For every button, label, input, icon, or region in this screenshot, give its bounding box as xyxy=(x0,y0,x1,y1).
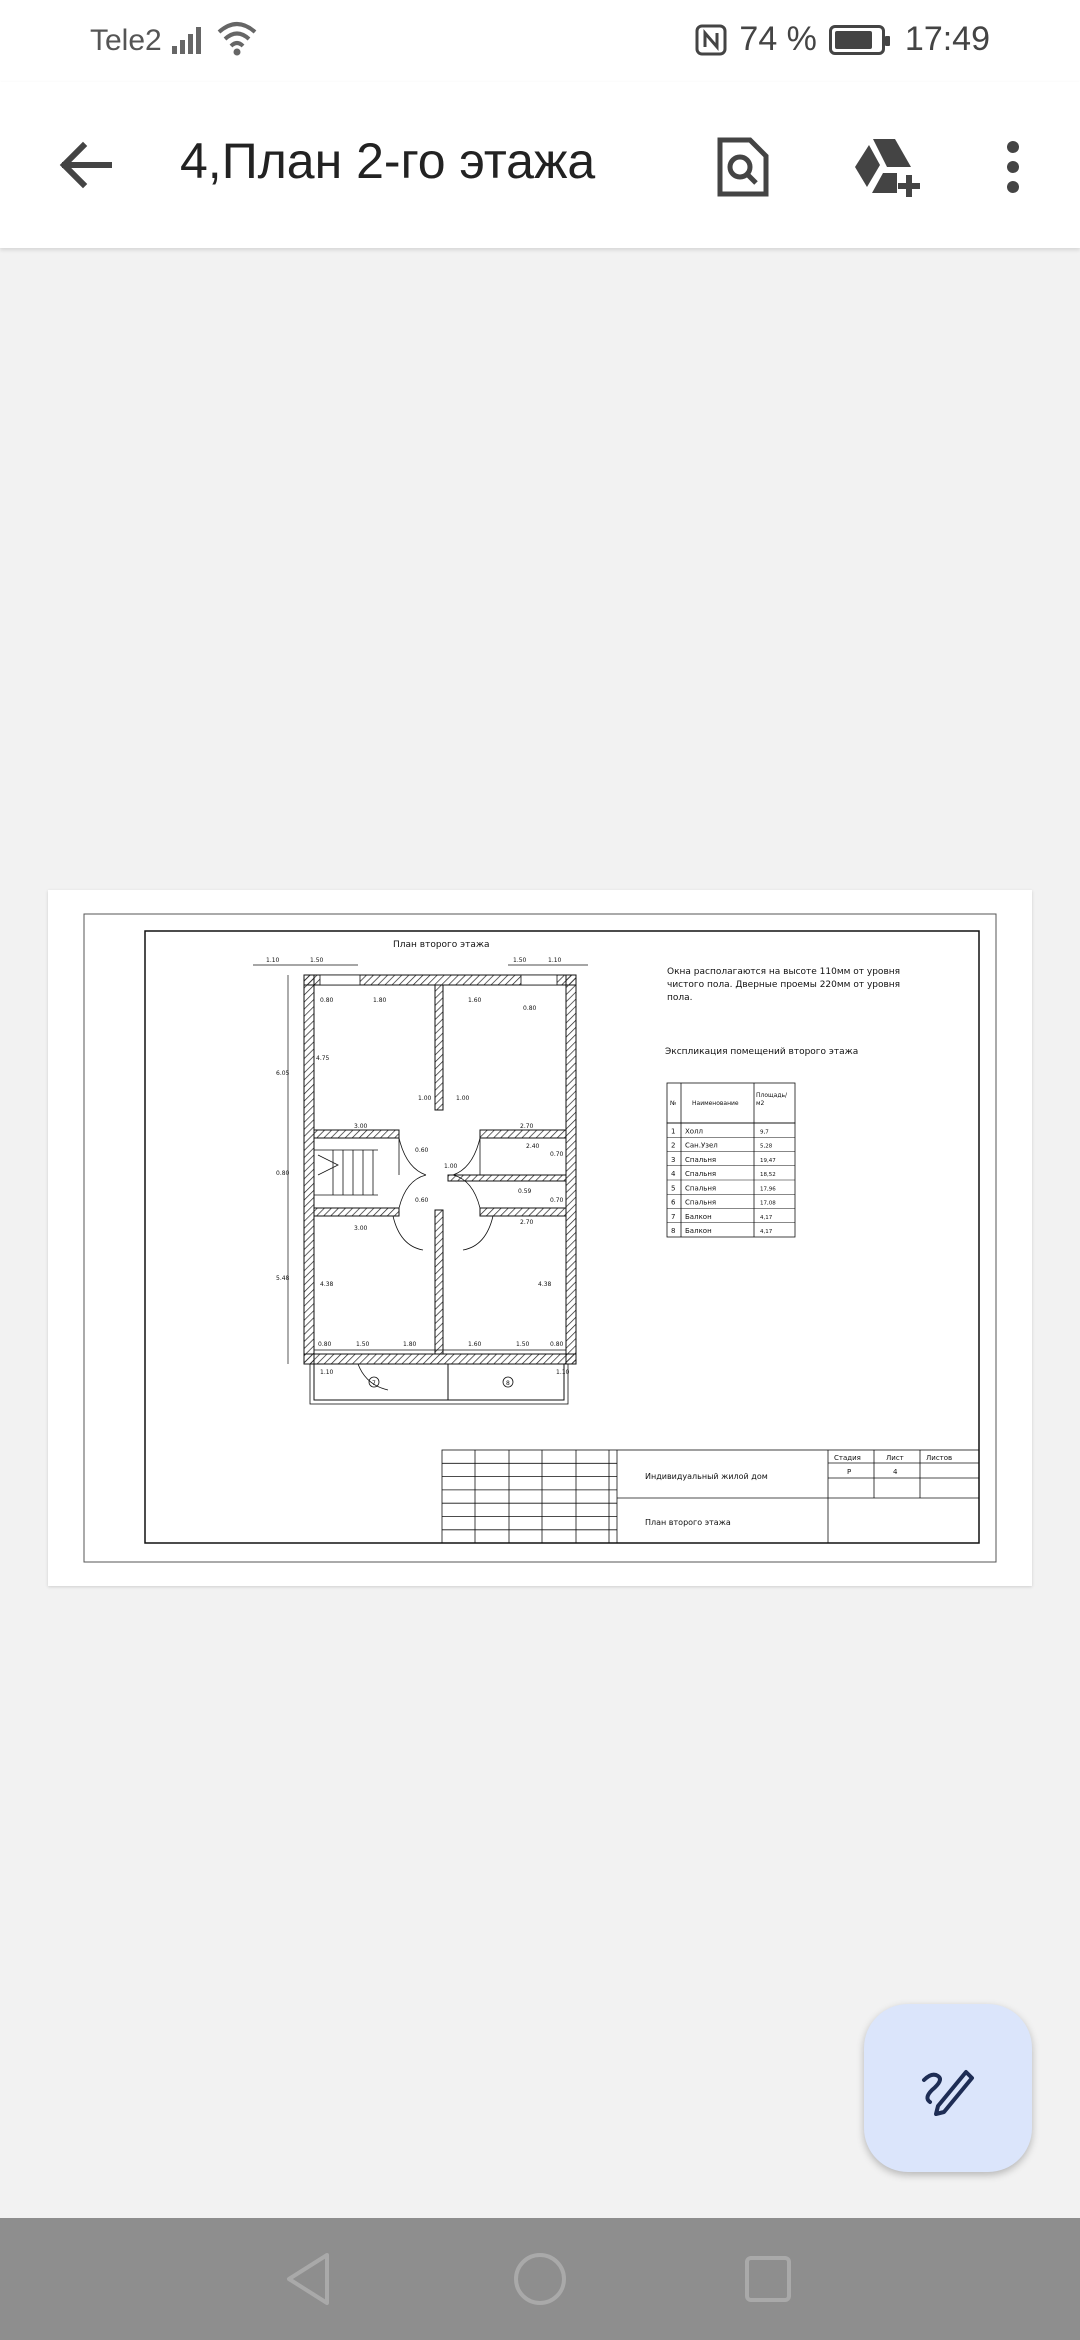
note-line: пола. xyxy=(667,993,693,1003)
back-button[interactable] xyxy=(50,130,120,200)
dim-label: 4.38 xyxy=(320,1281,334,1288)
room-number: 3 xyxy=(671,1155,676,1164)
room-number: 6 xyxy=(671,1198,676,1207)
dim-label: 1.50 xyxy=(356,1341,370,1348)
stamp-sheet: 4 xyxy=(893,1468,898,1476)
stamp-sheet-title: План второго этажа xyxy=(645,1518,731,1527)
stamp-sheet-label: Лист xyxy=(886,1454,904,1462)
dim-label: 5.48 xyxy=(276,1275,290,1282)
edit-pen-icon xyxy=(918,2058,978,2118)
dim-label: 0.70 xyxy=(550,1197,564,1204)
plan-notes xyxy=(667,967,900,1003)
dim-label: 1.60 xyxy=(468,997,482,1004)
room-name: Спальня xyxy=(685,1170,717,1178)
app-bar xyxy=(0,82,1080,248)
clock: 17:49 xyxy=(904,20,990,58)
nav-recents-button[interactable] xyxy=(728,2242,808,2316)
stamp-stage: Р xyxy=(847,1468,852,1476)
note-line: Окна располагаются на высоте 110мм от уровня xyxy=(667,967,901,977)
room-number: 2 xyxy=(671,1141,676,1150)
room-name: Сан.Узел xyxy=(685,1141,718,1150)
find-in-page-icon xyxy=(716,136,770,198)
dim-label: 0.60 xyxy=(415,1147,429,1154)
room-number: 8 xyxy=(671,1227,676,1235)
stamp-stage-label: Стадия xyxy=(834,1454,861,1462)
room-area: 18,52 xyxy=(760,1172,776,1178)
dim-label: 3.00 xyxy=(354,1225,368,1232)
dim-label: 0.80 xyxy=(276,1170,290,1177)
add-to-drive-icon xyxy=(851,135,923,199)
room-number: 4 xyxy=(671,1170,676,1178)
status-bar xyxy=(0,0,1080,82)
carrier-name: Tele2 xyxy=(90,24,162,57)
battery-percent: 74 % xyxy=(739,20,817,58)
room-name: Холл xyxy=(685,1127,704,1136)
dim-label: 1.10 xyxy=(266,957,280,964)
balcony-mark-8: 8 xyxy=(506,1380,510,1387)
signal-icon xyxy=(172,24,206,54)
room-area: 17,08 xyxy=(760,1200,776,1207)
add-to-drive-button[interactable] xyxy=(850,130,924,204)
room-name: Балкон xyxy=(685,1212,712,1221)
plan-title: План второго этажа xyxy=(393,940,490,950)
table-header-name: Наименование xyxy=(692,1100,739,1107)
wifi-icon xyxy=(216,20,258,56)
dim-label: 1.60 xyxy=(468,1341,482,1348)
arrow-left-icon xyxy=(57,140,113,190)
title-block xyxy=(442,1450,979,1543)
room-area: 9,7 xyxy=(760,1129,769,1136)
nfc-icon xyxy=(695,24,727,56)
dim-label: 0.70 xyxy=(550,1151,564,1158)
dim-label: 1.50 xyxy=(310,957,324,964)
nav-home-icon xyxy=(512,2251,568,2307)
nav-recents-icon xyxy=(743,2254,793,2304)
room-number: 1 xyxy=(671,1127,676,1136)
dim-label: 1.50 xyxy=(513,957,527,964)
dim-label: 1.00 xyxy=(456,1095,470,1102)
dim-label: 0.80 xyxy=(523,1005,537,1012)
system-navigation-bar xyxy=(0,2218,1080,2340)
dim-label: 0.80 xyxy=(318,1341,332,1348)
room-area: 17,96 xyxy=(760,1186,776,1193)
dim-label: 1.80 xyxy=(403,1341,417,1348)
more-vert-icon xyxy=(1006,141,1020,193)
dim-label: 0.80 xyxy=(550,1341,564,1348)
battery-icon xyxy=(829,25,885,55)
explication-title: Экспликация помещений второго этажа xyxy=(665,1047,859,1057)
explication-table xyxy=(667,1083,795,1237)
dim-label: 1.00 xyxy=(418,1095,432,1102)
room-name: Спальня xyxy=(685,1184,717,1193)
dim-label: 1.00 xyxy=(444,1163,458,1170)
table-header-unit: м2 xyxy=(756,1100,765,1107)
note-line: чистого пола. Дверные проемы 220мм от уровня xyxy=(667,980,901,990)
stamp-project: Индивидуальный жилой дом xyxy=(645,1472,768,1481)
dim-label: 0.59 xyxy=(518,1188,532,1195)
nav-back-icon xyxy=(283,2251,333,2307)
dim-label: 1.50 xyxy=(516,1341,530,1348)
room-area: 4,17 xyxy=(760,1214,773,1221)
dim-label: 3.00 xyxy=(354,1123,368,1130)
table-rows xyxy=(667,1127,795,1235)
find-in-document-button[interactable] xyxy=(706,130,780,204)
nav-home-button[interactable] xyxy=(500,2242,580,2316)
dim-label: 4.38 xyxy=(538,1281,552,1288)
annotate-fab-button[interactable] xyxy=(864,2004,1032,2172)
dim-label: 2.70 xyxy=(520,1219,534,1226)
dim-label: 1.10 xyxy=(556,1369,570,1376)
dim-label: 6.05 xyxy=(276,1070,290,1077)
room-area: 4,17 xyxy=(760,1229,773,1235)
room-number: 7 xyxy=(671,1212,676,1221)
dim-label: 2.40 xyxy=(526,1143,540,1150)
floor-plan xyxy=(253,965,588,1404)
dim-label: 1.10 xyxy=(548,957,562,964)
room-name: Спальня xyxy=(685,1155,717,1164)
room-name: Спальня xyxy=(685,1198,717,1207)
document-title: 4,План 2-го этажа xyxy=(180,133,596,189)
dim-label: 2.70 xyxy=(520,1123,534,1130)
dim-label: 1.80 xyxy=(373,997,387,1004)
more-options-button[interactable] xyxy=(976,130,1050,204)
stamp-sheets-label: Листов xyxy=(926,1454,953,1462)
room-area: 19,47 xyxy=(760,1157,776,1164)
nav-back-button[interactable] xyxy=(268,2242,348,2316)
table-header-num: № xyxy=(670,1100,677,1107)
floor-plan-drawing xyxy=(48,890,1032,1586)
room-number: 5 xyxy=(671,1184,676,1193)
dim-label: 0.80 xyxy=(320,997,334,1004)
dim-label: 1.10 xyxy=(320,1369,334,1376)
dim-label: 4.75 xyxy=(316,1055,330,1062)
document-page[interactable] xyxy=(48,890,1032,1586)
balcony-mark-7: 7 xyxy=(372,1380,376,1387)
dim-label: 0.60 xyxy=(415,1197,429,1204)
table-header-area: Площадь/ xyxy=(756,1092,788,1099)
room-area: 5,28 xyxy=(760,1143,773,1150)
room-name: Балкон xyxy=(685,1227,712,1235)
